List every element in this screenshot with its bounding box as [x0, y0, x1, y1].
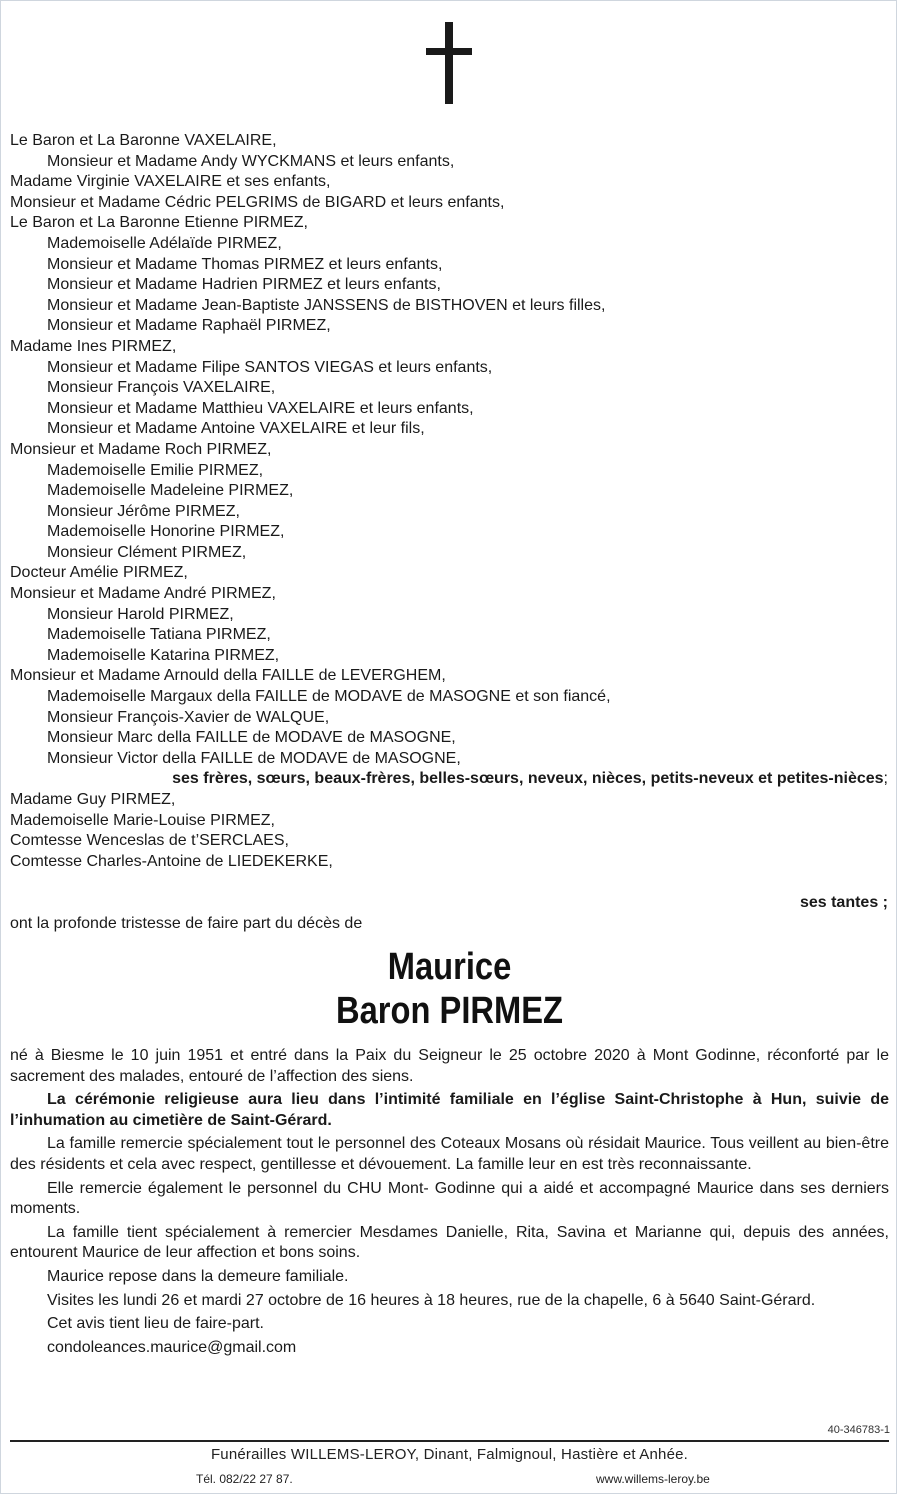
footer-divider	[10, 1440, 889, 1442]
family-member-line: Mademoiselle Honorine PIRMEZ,	[47, 523, 285, 541]
reference-number: 40-346783-1	[827, 1424, 890, 1436]
deceased-name	[63, 944, 836, 1032]
family-member-line: Monsieur François VAXELAIRE,	[47, 379, 276, 397]
cross-icon	[426, 22, 472, 104]
aunt-line: Comtesse Charles-Antoine de LIEDEKERKE,	[10, 852, 333, 870]
siblings-summary	[10, 769, 888, 790]
family-member-line: Monsieur et Madame Raphaël PIRMEZ,	[47, 317, 331, 335]
phone-number: Tél. 082/22 27 87.	[196, 1472, 293, 1486]
deceased-first-name: Maurice	[387, 946, 512, 988]
thanks-paragraph-2: Elle remercie également le personnel du CHU Mont- Godinne qui a aidé et accompagné Maurice dans ses derniers moments.	[10, 1179, 889, 1218]
deceased-title-name: Baron PIRMEZ	[336, 990, 563, 1032]
family-member-line: Docteur Amélie PIRMEZ,	[10, 564, 188, 582]
spacer	[10, 872, 888, 893]
family-member-line: Le Baron et La Baronne VAXELAIRE,	[10, 132, 277, 149]
family-member-line: Monsieur et Madame Andy WYCKMANS et leurs enfants,	[47, 152, 455, 170]
birth-paragraph: né à Biesme le 10 juin 1951 et entré dans la Paix du Seigneur le 25 octobre 2020 à Mont Godinne, réconforté par le sacrement des malades, entouré de l’affection des siens.	[10, 1047, 889, 1085]
family-member-line: Mademoiselle Adélaïde PIRMEZ,	[47, 234, 282, 252]
family-member-line: Le Baron et La Baronne Etienne PIRMEZ,	[10, 214, 308, 232]
family-member-line: Monsieur et Madame Antoine VAXELAIRE et leur fils,	[47, 420, 425, 438]
thanks-paragraph-1: La famille remercie spécialement tout le personnel des Coteaux Mosans où résidait Maurice. Tous veillent au bien-être des résidents et cela avec respect, gentillesse et dévouement. La famille leur en est très reconnaissante.	[10, 1135, 889, 1173]
family-member-line: Monsieur et Madame Cédric PELGRIMS de BIGARD et leurs enfants,	[10, 193, 505, 211]
aunts-summary: ses tantes ;	[799, 893, 888, 911]
announcement-line: ont la profonde tristesse de faire part du décès de	[10, 914, 363, 932]
website-link[interactable]: www.willems-leroy.be	[596, 1472, 710, 1486]
family-member-line: Mademoiselle Emilie PIRMEZ,	[47, 461, 264, 479]
aunt-line: Madame Guy PIRMEZ,	[10, 791, 176, 808]
visits-paragraph: Visites les lundi 26 et mardi 27 octobre de 16 heures à 18 heures, rue de la chapelle, 6 à 5640 Saint-Gérard.	[47, 1291, 816, 1309]
family-member-line: Mademoiselle Katarina PIRMEZ,	[47, 646, 280, 664]
family-member-line: Monsieur Harold PIRMEZ,	[47, 605, 234, 623]
family-member-line: Monsieur et Madame Jean-Baptiste JANSSENS de BISTHOVEN et leurs filles,	[47, 296, 606, 314]
family-member-line: Mademoiselle Margaux della FAILLE de MODAVE de MASOGNE et son fiancé,	[47, 688, 611, 706]
family-member-line: Madame Ines PIRMEZ,	[10, 337, 177, 355]
funeral-company: Funérailles WILLEMS-LEROY, Dinant, Falmignoul, Hastière et Anhée.	[210, 1446, 689, 1463]
ceremony-paragraph: La cérémonie religieuse aura lieu dans l’intimité familiale en l’église Saint-Christophe à Hun, suivie de l’inhumation au cimetière de Saint-Gérard.	[10, 1091, 889, 1129]
family-member-line: Monsieur et Madame Thomas PIRMEZ et leurs enfants,	[47, 255, 443, 273]
siblings-summary-punct: ;	[883, 770, 888, 788]
family-list	[10, 131, 888, 934]
aunt-line: Mademoiselle Marie-Louise PIRMEZ,	[10, 811, 275, 829]
family-member-line: Mademoiselle Madeleine PIRMEZ,	[47, 482, 294, 500]
family-member-line: Monsieur Marc della FAILLE de MODAVE de MASOGNE,	[47, 729, 456, 747]
notice-body	[10, 1046, 889, 1361]
thanks-paragraph-3: La famille tient spécialement à remercier Mesdames Danielle, Rita, Savina et Marianne qui, depuis des années, entourent Maurice de leur affection et bons soins.	[10, 1223, 889, 1262]
family-member-line: Monsieur et Madame Matthieu VAXELAIRE et leurs enfants,	[47, 399, 474, 417]
family-member-line: Monsieur Jérôme PIRMEZ,	[47, 502, 240, 520]
siblings-summary-text: ses frères, sœurs, beaux-frères, belles-sœurs, neveux, nièces, petits-neveux et petites-nièces	[172, 770, 884, 788]
family-member-line: Monsieur François-Xavier de WALQUE,	[47, 708, 330, 726]
aunt-line: Comtesse Wenceslas de t’SERCLAES,	[10, 832, 289, 850]
family-member-line: Monsieur et Madame Arnould della FAILLE de LEVERGHEM,	[10, 667, 446, 685]
family-member-line: Madame Virginie VAXELAIRE et ses enfants,	[10, 173, 331, 191]
rest-paragraph: Maurice repose dans la demeure familiale.	[47, 1267, 349, 1285]
family-member-line: Monsieur Clément PIRMEZ,	[47, 543, 247, 561]
notice-paragraph: Cet avis tient lieu de faire-part.	[47, 1315, 264, 1333]
family-member-line: Monsieur et Madame Filipe SANTOS VIEGAS et leurs enfants,	[47, 358, 493, 376]
family-member-line: Monsieur et Madame André PIRMEZ,	[10, 585, 276, 603]
email-link[interactable]: condoleances.maurice@gmail.com	[47, 1338, 297, 1356]
family-member-line: Mademoiselle Tatiana PIRMEZ,	[47, 626, 271, 644]
family-member-line: Monsieur Victor della FAILLE de MODAVE de MASOGNE,	[47, 749, 461, 767]
family-member-line: Monsieur et Madame Roch PIRMEZ,	[10, 440, 272, 458]
family-member-line: Monsieur et Madame Hadrien PIRMEZ et leurs enfants,	[47, 276, 441, 294]
